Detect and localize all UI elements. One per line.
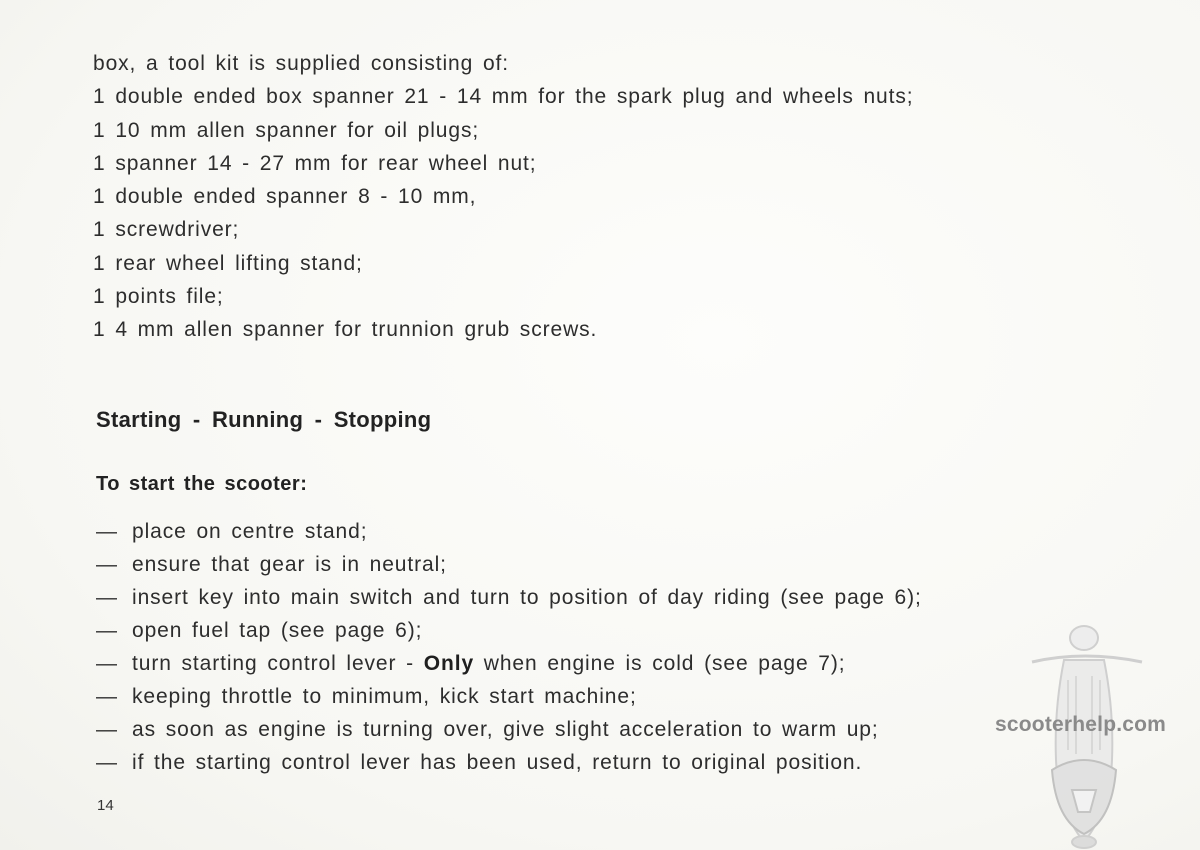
step-text: as soon as engine is turning over, give slight acceleration to warm up;	[132, 718, 879, 741]
dash-bullet: —	[96, 652, 118, 675]
step-text: keeping throttle to minimum, kick start machine;	[132, 685, 637, 708]
tool-kit-item: 1 4 mm allen spanner for trunnion grub screws.	[93, 318, 598, 342]
step-item	[96, 548, 922, 581]
step-item	[96, 746, 922, 779]
step-item	[96, 713, 922, 746]
starting-steps-list	[96, 515, 922, 779]
dash-bullet: —	[96, 685, 118, 708]
tool-kit-item: 1 rear wheel lifting stand;	[93, 251, 363, 275]
step-item	[96, 680, 922, 713]
step-item	[96, 647, 922, 680]
step-text: if the starting control lever has been used, return to original position.	[132, 751, 863, 774]
step-text: ensure that gear is in neutral;	[132, 553, 447, 576]
step-text-after: when engine is cold (see page 7);	[474, 652, 846, 675]
watermark-text: scooterhelp.com	[995, 713, 1167, 736]
tool-kit-intro: box, a tool kit is supplied consisting of:	[93, 52, 509, 75]
tool-kit-item: 1 screwdriver;	[93, 218, 240, 242]
dash-bullet: —	[96, 751, 118, 774]
tool-kit-item: 1 10 mm allen spanner for oil plugs;	[93, 118, 480, 142]
dash-bullet: —	[96, 520, 118, 543]
step-text: insert key into main switch and turn to position of day riding (see page 6);	[132, 586, 922, 609]
dash-bullet: —	[96, 553, 118, 576]
dash-bullet: —	[96, 619, 118, 642]
subsection-title: To start the scooter:	[96, 473, 308, 495]
step-text-before: turn starting control lever -	[132, 652, 424, 675]
page-number: 14	[97, 797, 114, 814]
tool-kit-list	[93, 47, 914, 347]
tool-kit-item: 1 spanner 14 - 27 mm for rear wheel nut;	[93, 151, 537, 175]
dash-bullet: —	[96, 586, 118, 609]
step-item	[96, 515, 922, 548]
tool-kit-item: 1 double ended spanner 8 - 10 mm,	[93, 185, 477, 209]
step-item	[96, 614, 922, 647]
tool-kit-item: 1 double ended box spanner 21 - 14 mm for the spark plug and wheels nuts;	[93, 85, 914, 109]
step-text: open fuel tap (see page 6);	[132, 619, 423, 642]
dash-bullet: —	[96, 718, 118, 741]
step-emphasis: Only	[423, 652, 475, 675]
section-title: Starting - Running - Stopping	[96, 407, 432, 432]
step-text: place on centre stand;	[132, 520, 368, 543]
step-item	[96, 581, 922, 614]
tool-kit-item: 1 points file;	[93, 285, 224, 309]
